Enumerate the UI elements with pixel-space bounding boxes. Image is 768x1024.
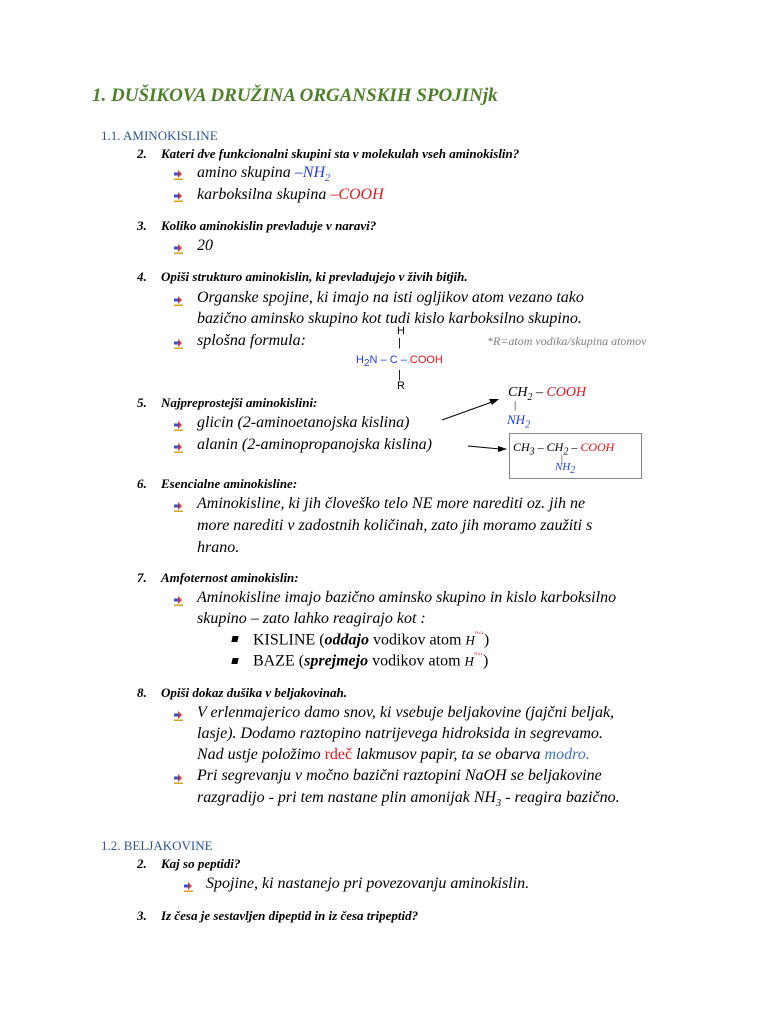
section-heading-aminokisline: 1.1. AMINOKISLINE — [101, 128, 218, 143]
answer-carboxyl-group: karboksilna skupina –COOH — [197, 186, 384, 203]
answer-peptides: Spojine, ki nastanejo pri povezovanju aminokislin. — [206, 875, 530, 892]
structure-description-line1: Organske spojine, ki imajo na isti ogljikov atom vezano tako — [197, 289, 584, 306]
formula-hydrogen: H — [397, 325, 405, 337]
formula-note: *R=atom vodika/skupina atomov — [487, 334, 647, 348]
formula-bond-top: | — [398, 337, 401, 349]
essential-line2: more narediti v zadostnih količinah, zato jih moramo zaužiti s — [197, 517, 593, 534]
amphoteric-line2: skupino – zato lahko reagirajo kot : — [197, 610, 426, 627]
question-4: 4. Opiši strukturo aminokislin, ki prevladujejo v živih bitjih. — [137, 269, 468, 284]
glycine-structure: $CH_2$ – COOH — [508, 385, 587, 403]
alanine-structure: $CH_3 - CH_2$ – COOH — [513, 440, 615, 458]
formula-r-group: R — [397, 380, 405, 392]
arrow-bullet-icon — [174, 596, 183, 606]
question-6: 6. Esencialne aminokisline: — [137, 476, 298, 491]
amphoteric-line1: Aminokisline imajo bazično aminsko skupino in kislo karboksilno — [197, 589, 617, 606]
arrow-bullet-icon — [174, 711, 183, 721]
alanine-amino: $NH_2$ — [555, 461, 576, 477]
question-number: 2. — [137, 146, 147, 161]
proof-line2: lasje). Dodamo raztopino natrijevega hidroksida in segrevamo. — [197, 725, 603, 742]
proof-line4: Pri segrevanju v močno bazični raztopini NaOH se beljakovine — [197, 767, 602, 784]
essential-line3: hrano. — [197, 539, 240, 556]
acid-behavior: KISLINE (oddajo vodikov atom H"‘‘) — [253, 630, 490, 649]
question-5: 5. Najpreprostejši aminokislini: — [137, 395, 318, 410]
question-dipeptide: 3. Iz česa je sestavljen dipeptid in iz česa tripeptid? — [137, 908, 419, 923]
arrow-bullet-icon — [184, 882, 193, 892]
question-peptides: 2. Kaj so peptidi? — [137, 856, 241, 871]
square-bullet-icon — [231, 636, 238, 642]
amino-group: $H_2N$ – C – — [356, 354, 410, 370]
question-text: Kateri dve funkcionalni skupini sta v molekulah vseh aminokislin? — [161, 146, 520, 161]
formula-bond-bottom: | — [398, 369, 401, 381]
glycine-amino: $NH_2$ — [507, 412, 531, 431]
glycine-bond: | — [514, 399, 517, 411]
arrow-bullet-icon — [174, 502, 183, 512]
alanine-bond: | — [561, 453, 563, 463]
proof-line1: V erlenmajerico damo snov, ki vsebuje beljakovine (jajčni beljak, — [197, 704, 615, 721]
question-8: 8. Opiši dokaz dušika v beljakovinah. — [137, 685, 347, 700]
section-heading-beljakovine: 1.2. BELJAKOVINE — [101, 838, 213, 853]
answer-count: 20 — [197, 237, 213, 254]
alanine-name: alanin (2-aminopropanojska kislina) — [197, 436, 432, 453]
proof-line5: razgradijo - pri tem nastane plin amonijak $NH_3$ - reagira bazično. — [197, 789, 620, 810]
amino-formula: $-NH_2$ — [294, 164, 331, 185]
arrow-bullet-icon — [174, 774, 183, 784]
question-3: 3. Koliko aminokislin prevladuje v naravi? — [137, 218, 377, 233]
structure-description-line2: bazično aminsko skupino kot tudi kislo karboksilno skupino. — [197, 310, 582, 327]
answer-amino-group: amino skupina $-NH_2$ — [197, 164, 331, 185]
proof-line3: Nad ustje položimo rdeč lakmusov papir, ta se obarva modro. — [197, 746, 590, 763]
essential-line1: Aminokisline, ki jih človeško telo NE more narediti oz. jih ne — [197, 495, 586, 512]
carboxyl-formula: –COOH — [330, 186, 384, 203]
question-7: 7. Amfoternost aminokislin: — [137, 570, 299, 585]
base-behavior: BAZE (sprejmejo vodikov atom H"‘‘) — [253, 651, 489, 670]
glycine-name: glicin (2-aminoetanojska kislina) — [197, 414, 410, 431]
general-formula-label: splošna formula: — [197, 332, 306, 349]
page-title: 1. DUŠIKOVA DRUŽINA ORGANSKIH SPOJINjk — [92, 85, 498, 106]
carboxyl-group: COOH — [409, 354, 443, 366]
square-bullet-icon — [231, 658, 238, 664]
